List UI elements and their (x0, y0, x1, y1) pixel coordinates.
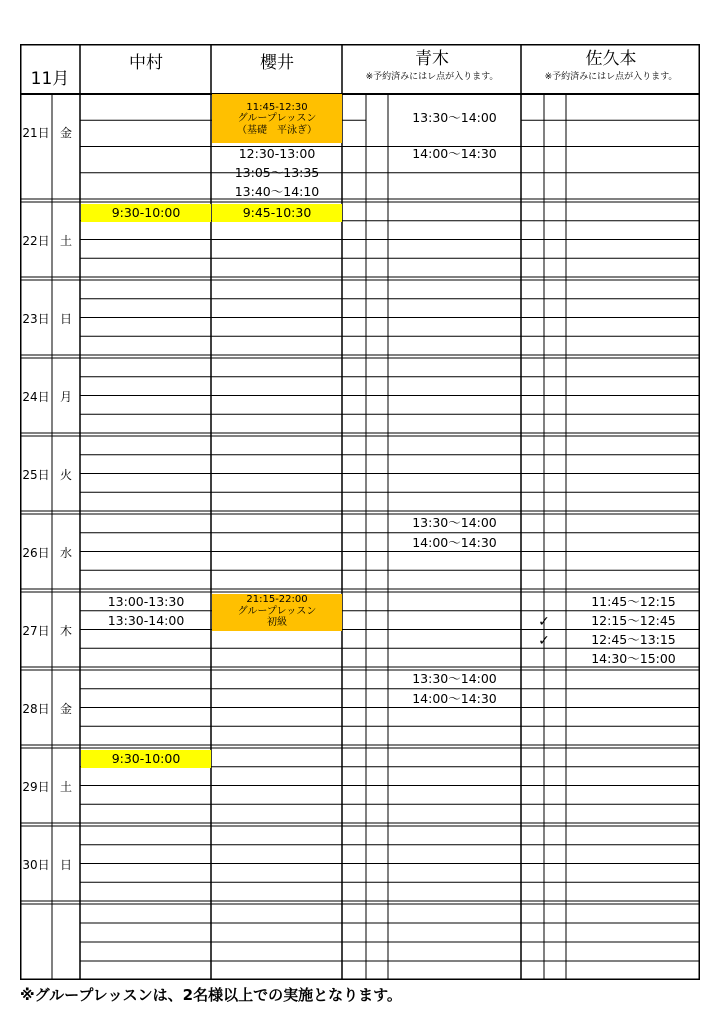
lesson-slot[interactable]: 9:45-10:30 (242, 204, 312, 220)
day-weekday: 木 (59, 624, 72, 638)
lesson-slot[interactable]: 14:00～14:30 (412, 691, 497, 707)
group-lesson-level: （基礎 平泳ぎ） (237, 124, 317, 136)
lesson-slot[interactable]: 14:30～15:00 (591, 651, 676, 667)
day-date: 24日 (22, 390, 50, 404)
day-date: 23日 (22, 312, 50, 326)
instructor-name-sakurai: 櫻井 (260, 52, 294, 73)
group-lesson-time: 11:45-12:30 (246, 101, 308, 113)
lesson-slot[interactable]: 13:40～14:10 (234, 183, 320, 199)
day-date: 27日 (22, 624, 50, 638)
lesson-slot[interactable]: 12:45～13:15 (591, 632, 676, 648)
day-weekday: 土 (59, 234, 72, 248)
group-lesson-level: 初級 (267, 617, 287, 629)
instructor-name-nakamura: 中村 (129, 52, 163, 73)
day-date: 29日 (22, 780, 50, 794)
booking-note: ※予約済みにはレ点が入ります。 (544, 71, 678, 82)
month-label: 11月 (30, 68, 70, 89)
booking-note: ※予約済みにはレ点が入ります。 (365, 71, 499, 82)
instructor-name-sakumoto: 佐久本 (585, 48, 637, 69)
group-lesson-cell (212, 593, 342, 630)
lesson-slot[interactable]: 13:30～14:00 (412, 671, 497, 687)
group-lesson-title: グループレッスン (237, 113, 317, 125)
day-weekday: 日 (59, 858, 72, 872)
day-weekday: 火 (59, 468, 72, 482)
day-weekday: 日 (59, 312, 72, 326)
day-date: 22日 (22, 234, 50, 248)
schedule-grid-lines (20, 44, 700, 980)
lesson-slot[interactable]: 13:00-13:30 (107, 594, 185, 610)
day-weekday (52, 904, 80, 980)
lesson-slot[interactable]: 14:00～14:30 (412, 535, 497, 551)
day-weekday: 月 (59, 390, 72, 404)
lesson-slot[interactable]: 12:15～12:45 (591, 613, 676, 629)
lesson-slot[interactable]: 13:30-14:00 (107, 613, 185, 629)
lesson-slot[interactable]: 12:30-13:00 (238, 145, 316, 161)
day-date: 26日 (22, 546, 50, 560)
day-date: 25日 (22, 468, 50, 482)
group-lesson-cell (212, 96, 342, 142)
footnote: ※グループレッスンは、2名様以上での実施となります。 (20, 986, 402, 1004)
booked-check-icon: ✓ (538, 613, 550, 630)
day-weekday: 水 (59, 546, 72, 560)
instructor-name-aoki: 青木 (415, 48, 449, 69)
lesson-slot[interactable]: 13:30～14:00 (412, 515, 497, 531)
day-date: 21日 (22, 126, 50, 140)
day-date: 28日 (22, 702, 50, 716)
group-lesson-title: グループレッスン (237, 605, 317, 617)
day-weekday: 金 (59, 702, 72, 716)
lesson-slot[interactable]: 11:45～12:15 (591, 594, 676, 610)
lesson-slot[interactable]: 13:30～14:00 (412, 110, 497, 126)
lesson-slot[interactable]: 9:30-10:00 (111, 750, 181, 766)
day-date (20, 904, 52, 980)
booked-check-icon: ✓ (538, 632, 550, 649)
lesson-slot[interactable]: 14:00～14:30 (412, 145, 497, 161)
day-weekday: 土 (59, 780, 72, 794)
day-weekday: 金 (59, 126, 72, 140)
schedule-sheet (20, 44, 700, 980)
day-date: 30日 (22, 858, 50, 872)
lesson-slot[interactable]: 9:30-10:00 (111, 204, 181, 220)
group-lesson-time: 21:15-22:00 (246, 594, 308, 606)
lesson-slot[interactable]: 13:05～13:35 (234, 164, 320, 180)
